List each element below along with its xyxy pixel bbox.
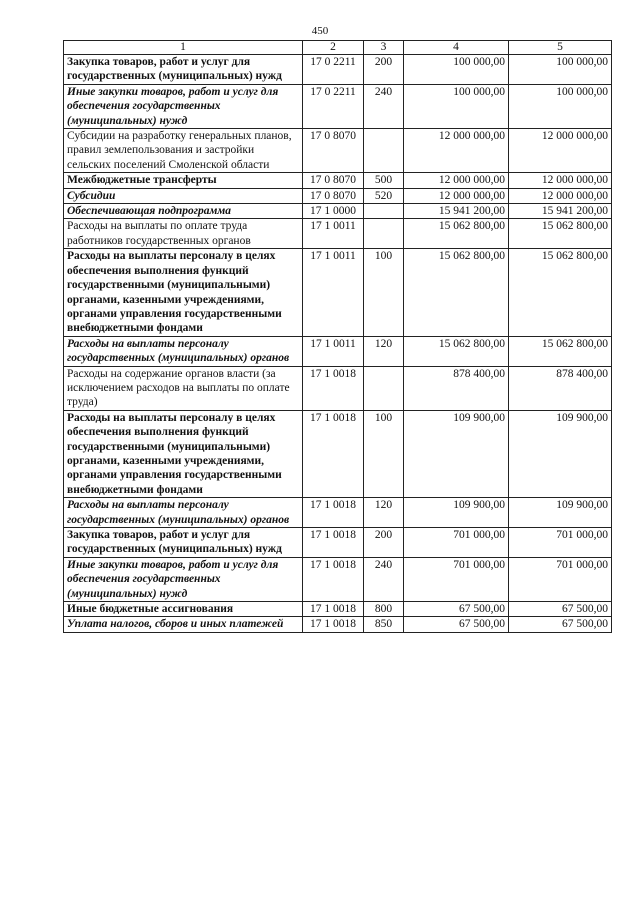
row-sum-year-1: 100 000,00 (404, 55, 509, 85)
row-name: Закупка товаров, работ и услуг для государственных (муниципальных) нужд (64, 55, 303, 85)
row-sum-year-2: 701 000,00 (509, 557, 612, 601)
table-row (64, 498, 612, 528)
table-row (64, 249, 612, 336)
row-code: 17 1 0018 (303, 528, 364, 558)
row-code: 17 0 2211 (303, 55, 364, 85)
row-name: Субсидии на разработку генеральных планов, правил землепользования и застройки сельских поселений Смоленской области (64, 129, 303, 173)
row-expense-type: 520 (364, 188, 404, 203)
row-sum-year-2: 109 900,00 (509, 410, 612, 497)
row-code: 17 0 8070 (303, 173, 364, 188)
row-sum-year-1: 67 500,00 (404, 602, 509, 617)
row-name: Иные бюджетные ассигнования (64, 602, 303, 617)
row-sum-year-1: 15 062 800,00 (404, 219, 509, 249)
row-sum-year-2: 67 500,00 (509, 617, 612, 632)
row-sum-year-1: 12 000 000,00 (404, 129, 509, 173)
row-sum-year-1: 15 062 800,00 (404, 336, 509, 366)
row-expense-type: 200 (364, 528, 404, 558)
row-code: 17 1 0018 (303, 366, 364, 410)
row-sum-year-2: 67 500,00 (509, 602, 612, 617)
row-expense-type: 500 (364, 173, 404, 188)
table-row (64, 617, 612, 632)
row-name: Расходы на содержание органов власти (за исключением расходов на выплаты по оплате труда) (64, 366, 303, 410)
row-name: Уплата налогов, сборов и иных платежей (64, 617, 303, 632)
row-code: 17 0 2211 (303, 84, 364, 128)
row-expense-type (364, 204, 404, 219)
table-row (64, 528, 612, 558)
row-name: Расходы на выплаты персоналу в целях обеспечения выполнения функций государственными (муниципальными) органами, казенными учреждениями, органами управления государственными внебюджетными фондами (64, 410, 303, 497)
row-code: 17 1 0000 (303, 204, 364, 219)
row-sum-year-1: 67 500,00 (404, 617, 509, 632)
row-sum-year-2: 15 941 200,00 (509, 204, 612, 219)
row-sum-year-1: 100 000,00 (404, 84, 509, 128)
row-sum-year-2: 100 000,00 (509, 84, 612, 128)
row-sum-year-2: 15 062 800,00 (509, 249, 612, 336)
table-row (64, 602, 612, 617)
row-sum-year-1: 12 000 000,00 (404, 173, 509, 188)
row-code: 17 1 0018 (303, 410, 364, 497)
row-name: Расходы на выплаты персоналу государственных (муниципальных) органов (64, 498, 303, 528)
row-code: 17 1 0018 (303, 602, 364, 617)
row-sum-year-1: 109 900,00 (404, 498, 509, 528)
row-expense-type: 800 (364, 602, 404, 617)
header-col-5: 5 (509, 41, 612, 55)
row-sum-year-2: 12 000 000,00 (509, 129, 612, 173)
row-name: Иные закупки товаров, работ и услуг для обеспечения государственных (муниципальных) нужд (64, 557, 303, 601)
row-sum-year-2: 109 900,00 (509, 498, 612, 528)
row-expense-type (364, 129, 404, 173)
table-row (64, 129, 612, 173)
row-code: 17 1 0011 (303, 336, 364, 366)
row-sum-year-2: 15 062 800,00 (509, 219, 612, 249)
row-expense-type (364, 366, 404, 410)
row-code: 17 0 8070 (303, 129, 364, 173)
row-name: Расходы на выплаты персоналу в целях обеспечения выполнения функций государственными (муниципальными) органами, казенными учреждениями, органами управления государственными внебюджетными фондами (64, 249, 303, 336)
header-row (64, 41, 612, 55)
row-sum-year-2: 12 000 000,00 (509, 173, 612, 188)
row-code: 17 1 0018 (303, 557, 364, 601)
row-sum-year-2: 15 062 800,00 (509, 336, 612, 366)
row-sum-year-1: 701 000,00 (404, 557, 509, 601)
row-name: Обеспечивающая подпрограмма (64, 204, 303, 219)
row-sum-year-1: 15 941 200,00 (404, 204, 509, 219)
row-sum-year-2: 701 000,00 (509, 528, 612, 558)
row-expense-type: 200 (364, 55, 404, 85)
row-sum-year-1: 701 000,00 (404, 528, 509, 558)
row-expense-type: 240 (364, 84, 404, 128)
table-row (64, 204, 612, 219)
table-row (64, 557, 612, 601)
table-row (64, 55, 612, 85)
header-col-1: 1 (64, 41, 303, 55)
budget-table (63, 40, 612, 633)
header-col-3: 3 (364, 41, 404, 55)
row-sum-year-1: 109 900,00 (404, 410, 509, 497)
row-name: Субсидии (64, 188, 303, 203)
row-expense-type: 240 (364, 557, 404, 601)
row-expense-type (364, 219, 404, 249)
table-row (64, 366, 612, 410)
row-expense-type: 100 (364, 249, 404, 336)
page-number: 450 (311, 25, 329, 37)
row-code: 17 0 8070 (303, 188, 364, 203)
table-row (64, 84, 612, 128)
table-row (64, 410, 612, 497)
row-name: Закупка товаров, работ и услуг для государственных (муниципальных) нужд (64, 528, 303, 558)
row-code: 17 1 0018 (303, 498, 364, 528)
row-expense-type: 850 (364, 617, 404, 632)
header-col-2: 2 (303, 41, 364, 55)
table-row (64, 336, 612, 366)
table-row (64, 219, 612, 249)
row-expense-type: 120 (364, 336, 404, 366)
row-name: Иные закупки товаров, работ и услуг для обеспечения государственных (муниципальных) нужд (64, 84, 303, 128)
table-row (64, 173, 612, 188)
table-header (64, 41, 612, 55)
row-name: Межбюджетные трансферты (64, 173, 303, 188)
row-code: 17 1 0018 (303, 617, 364, 632)
row-name: Расходы на выплаты по оплате труда работников государственных органов (64, 219, 303, 249)
header-col-4: 4 (404, 41, 509, 55)
row-code: 17 1 0011 (303, 249, 364, 336)
row-sum-year-1: 12 000 000,00 (404, 188, 509, 203)
row-sum-year-1: 15 062 800,00 (404, 249, 509, 336)
row-name: Расходы на выплаты персоналу государственных (муниципальных) органов (64, 336, 303, 366)
row-sum-year-2: 12 000 000,00 (509, 188, 612, 203)
row-sum-year-1: 878 400,00 (404, 366, 509, 410)
row-code: 17 1 0011 (303, 219, 364, 249)
row-sum-year-2: 878 400,00 (509, 366, 612, 410)
table-body (64, 55, 612, 633)
table-row (64, 188, 612, 203)
row-sum-year-2: 100 000,00 (509, 55, 612, 85)
row-expense-type: 100 (364, 410, 404, 497)
row-expense-type: 120 (364, 498, 404, 528)
